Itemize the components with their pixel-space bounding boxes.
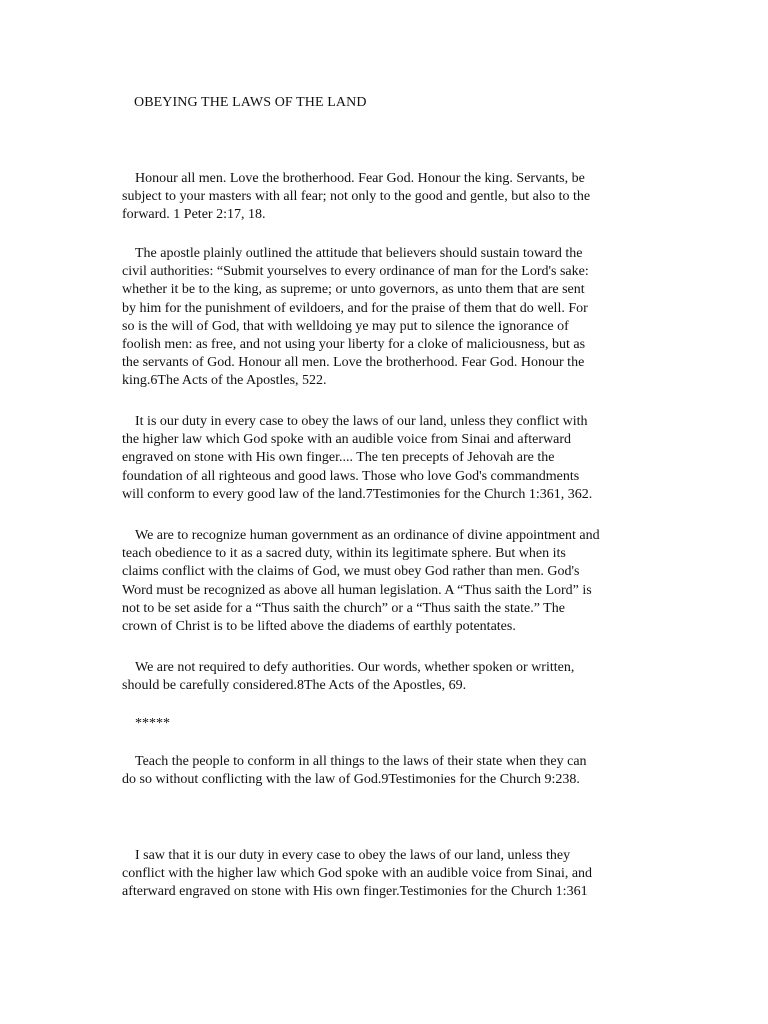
- paragraph-7: [122, 847, 662, 902]
- paragraph-3: [122, 413, 662, 504]
- text-line: Teach the people to conform in all things to the laws of their state when they can: [135, 754, 587, 769]
- text-line: civil authorities: “Submit yourselves to every ordinance of man for the Lord's sake:: [122, 264, 589, 280]
- text-line: Honour all men. Love the brotherhood. Fear God. Honour the king. Servants, be: [135, 171, 585, 186]
- document-title: OBEYING THE LAWS OF THE LAND: [134, 95, 367, 110]
- text-line: whether it be to the king, as supreme; or unto governors, as unto them that are sent: [122, 282, 585, 298]
- text-line: crown of Christ is to be lifted above the diadems of earthly potentates.: [122, 619, 516, 635]
- text-line: teach obedience to it as a sacred duty, within its legitimate sphere. But when its: [122, 546, 566, 562]
- text-line: I saw that it is our duty in every case to obey the laws of our land, unless they: [135, 848, 571, 863]
- text-line: We are to recognize human government as an ordinance of divine appointment and: [135, 528, 600, 543]
- text-line: afterward engraved on stone with His own finger.Testimonies for the Church 1:361: [122, 884, 588, 900]
- paragraph-2: [122, 245, 662, 391]
- section-separator: *****: [135, 716, 170, 731]
- text-line: should be carefully considered.8The Acts of the Apostles, 69.: [122, 678, 467, 694]
- text-line: The apostle plainly outlined the attitude that believers should sustain toward the: [135, 246, 583, 261]
- text-line: We are not required to defy authorities. Our words, whether spoken or written,: [135, 660, 575, 675]
- text-line: foolish men: as free, and not using your liberty for a cloke of maliciousness, but as: [122, 337, 586, 353]
- text-line: foundation of all righteous and good laws. Those who love God's commandments: [122, 468, 580, 484]
- paragraph-4: [122, 527, 662, 636]
- text-line: will conform to every good law of the land.7Testimonies for the Church 1:361, 362.: [122, 486, 593, 502]
- text-line: do so without conflicting with the law of God.9Testimonies for the Church 9:238.: [122, 772, 580, 788]
- text-line: claims conflict with the claims of God, we must obey God rather than men. God's: [122, 564, 580, 580]
- paragraph-1: [122, 170, 662, 225]
- text-line: so is the will of God, that with welldoing ye may put to silence the ignorance of: [122, 318, 569, 334]
- paragraph-6: [122, 753, 662, 789]
- text-line: king.6The Acts of the Apostles, 522.: [122, 373, 327, 389]
- text-line: not to be set aside for a “Thus saith the church” or a “Thus saith the state.” The: [122, 600, 565, 616]
- text-line: forward. 1 Peter 2:17, 18.: [122, 207, 266, 223]
- text-line: engraved on stone with His own finger.... The ten precepts of Jehovah are the: [122, 450, 555, 466]
- text-line: It is our duty in every case to obey the laws of our land, unless they conflict with: [135, 414, 588, 429]
- text-line: subject to your masters with all fear; not only to the good and gentle, but also to the: [122, 189, 591, 205]
- text-line: the higher law which God spoke with an audible voice from Sinai and afterward: [122, 432, 572, 448]
- text-line: Word must be recognized as above all human legislation. A “Thus saith the Lord” is: [122, 582, 592, 598]
- paragraph-5: [122, 659, 662, 695]
- text-line: conflict with the higher law which God spoke with an audible voice from Sinai, and: [122, 866, 593, 882]
- text-line: the servants of God. Honour all men. Love the brotherhood. Fear God. Honour the: [122, 355, 585, 371]
- text-line: by him for the punishment of evildoers, and for the praise of them that do well. For: [122, 300, 588, 316]
